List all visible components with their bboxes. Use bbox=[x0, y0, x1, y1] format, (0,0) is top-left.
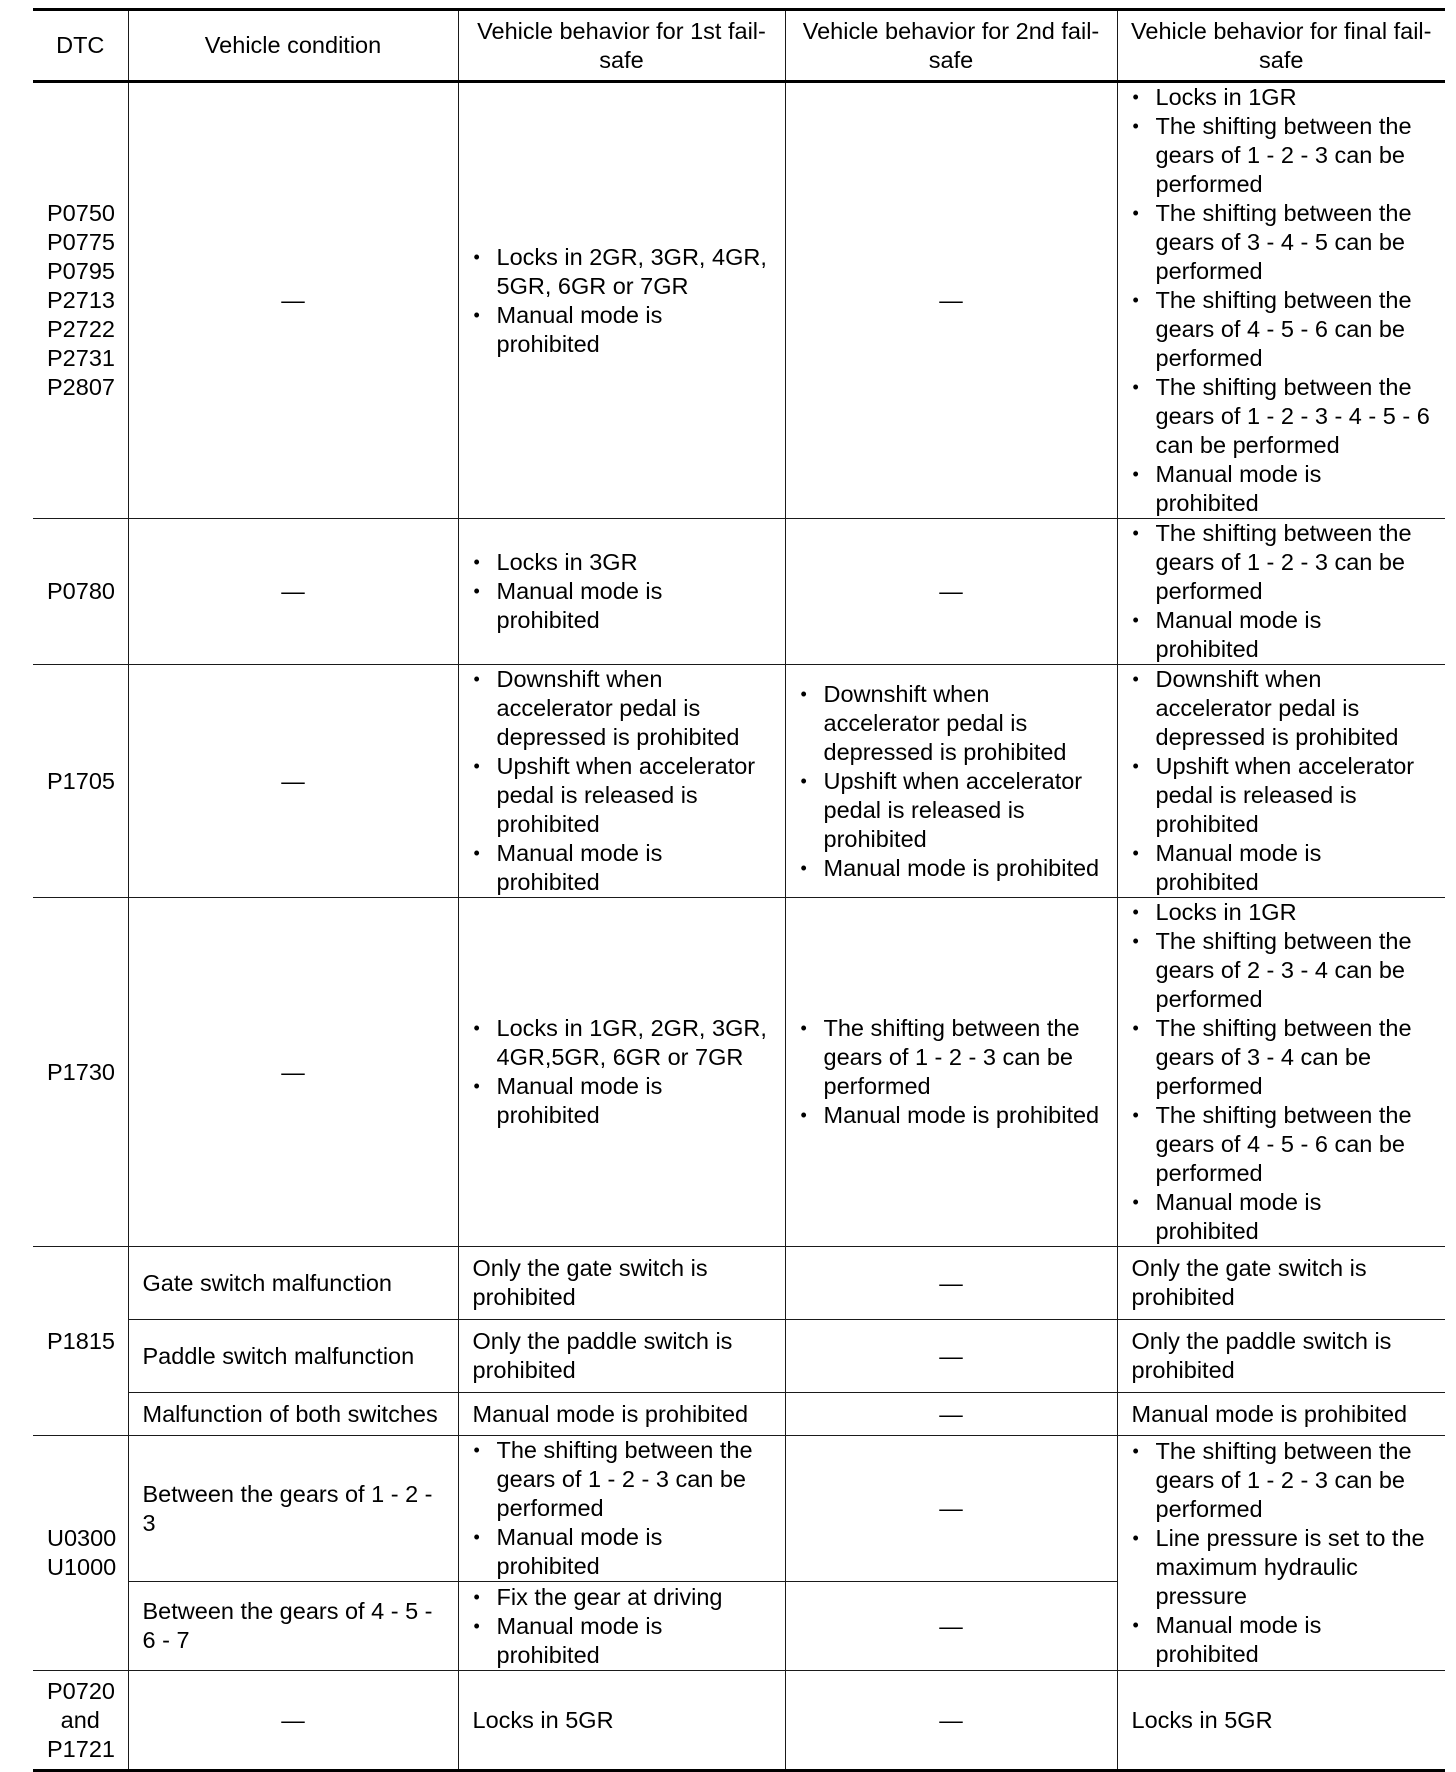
condition-cell: Between the gears of 4 - 5 - 6 - 7 bbox=[128, 1582, 458, 1671]
bullet-item: • Manual mode is prohibited bbox=[473, 839, 771, 897]
table-row bbox=[33, 1320, 1445, 1393]
final-fail-safe-cell: Manual mode is prohibited bbox=[1117, 1393, 1445, 1436]
second-fail-safe-cell: — bbox=[785, 1320, 1117, 1393]
bullet-item: • Upshift when accelerator pedal is released is prohibited bbox=[800, 767, 1103, 854]
dtc-code: P1721 bbox=[47, 1735, 115, 1762]
bullet-item: • Manual mode is prohibited bbox=[1132, 606, 1432, 664]
second-fail-safe-cell: — bbox=[785, 1436, 1117, 1582]
first-fail-safe-cell: Manual mode is prohibited bbox=[458, 1393, 785, 1436]
bullet-item: • Downshift when accelerator pedal is depressed is prohibited bbox=[1132, 665, 1432, 752]
bullet-item: • Manual mode is prohibited bbox=[473, 1612, 771, 1670]
dtc-cell bbox=[33, 1671, 128, 1771]
bullet-item: • The shifting between the gears of 1 - 2 - 3 can be performed bbox=[1132, 1437, 1432, 1524]
table-row bbox=[33, 1436, 1445, 1582]
dtc-cell bbox=[33, 1436, 128, 1671]
final-fail-safe-cell bbox=[1117, 665, 1445, 898]
final-fail-safe-cell bbox=[1117, 82, 1445, 519]
bullet-item: • Manual mode is prohibited bbox=[1132, 1611, 1432, 1669]
dtc-code: P1730 bbox=[47, 1058, 115, 1085]
condition-cell: — bbox=[128, 519, 458, 665]
header-2nd-fail-safe: Vehicle behavior for 2nd fail-safe bbox=[785, 10, 1117, 82]
bullet-item: • The shifting between the gears of 4 - 5 - 6 can be performed bbox=[1132, 286, 1432, 373]
second-fail-safe-cell: — bbox=[785, 1582, 1117, 1671]
bullet-item: • Locks in 3GR bbox=[473, 548, 771, 577]
final-fail-safe-cell bbox=[1117, 898, 1445, 1247]
table-header bbox=[33, 10, 1445, 82]
second-fail-safe-cell bbox=[785, 898, 1117, 1247]
dtc-cell bbox=[33, 665, 128, 898]
dtc-code: P0775 bbox=[47, 229, 115, 255]
dtc-code: P0720 bbox=[47, 1677, 115, 1704]
bullet-item: • The shifting between the gears of 3 - 4 can be performed bbox=[1132, 1014, 1432, 1101]
header-vehicle-condition: Vehicle condition bbox=[128, 10, 458, 82]
bullet-item: • The shifting between the gears of 1 - 2 - 3 can be performed bbox=[1132, 519, 1432, 606]
condition-cell: — bbox=[128, 898, 458, 1247]
table-row bbox=[33, 82, 1445, 519]
bullet-item: • The shifting between the gears of 4 - 5 - 6 can be performed bbox=[1132, 1101, 1432, 1188]
second-fail-safe-cell: — bbox=[785, 1671, 1117, 1771]
bullet-item: • Manual mode is prohibited bbox=[800, 1101, 1103, 1130]
condition-cell: Paddle switch malfunction bbox=[128, 1320, 458, 1393]
dtc-code: P1705 bbox=[47, 767, 115, 794]
condition-cell: Gate switch malfunction bbox=[128, 1247, 458, 1320]
dtc-code: P2731 bbox=[47, 345, 115, 371]
bullet-item: • Downshift when accelerator pedal is depressed is prohibited bbox=[800, 680, 1103, 767]
header-1st-fail-safe: Vehicle behavior for 1st fail-safe bbox=[458, 10, 785, 82]
bullet-item: • Downshift when accelerator pedal is depressed is prohibited bbox=[473, 665, 771, 752]
table-row bbox=[33, 898, 1445, 1247]
first-fail-safe-cell: Locks in 5GR bbox=[458, 1671, 785, 1771]
header-dtc: DTC bbox=[33, 10, 128, 82]
first-fail-safe-cell bbox=[458, 1582, 785, 1671]
condition-cell: Between the gears of 1 - 2 - 3 bbox=[128, 1436, 458, 1582]
second-fail-safe-cell: — bbox=[785, 82, 1117, 519]
bullet-item: • Locks in 1GR bbox=[1132, 83, 1432, 112]
bullet-item: • Upshift when accelerator pedal is released is prohibited bbox=[473, 752, 771, 839]
bullet-item: • Manual mode is prohibited bbox=[1132, 1188, 1432, 1246]
bullet-item: • Manual mode is prohibited bbox=[473, 577, 771, 635]
condition-cell: — bbox=[128, 1671, 458, 1771]
bullet-item: • Line pressure is set to the maximum hydraulic pressure bbox=[1132, 1524, 1432, 1611]
table-row bbox=[33, 1247, 1445, 1320]
bullet-item: • The shifting between the gears of 1 - 2 - 3 can be performed bbox=[800, 1014, 1103, 1101]
dtc-code: P2713 bbox=[47, 287, 115, 313]
failsafe-table bbox=[33, 8, 1445, 1772]
bullet-item: • Locks in 2GR, 3GR, 4GR, 5GR, 6GR or 7GR bbox=[473, 243, 771, 301]
table-row bbox=[33, 1671, 1445, 1771]
second-fail-safe-cell bbox=[785, 665, 1117, 898]
header-final-fail-safe: Vehicle behavior for final fail-safe bbox=[1117, 10, 1445, 82]
first-fail-safe-cell bbox=[458, 898, 785, 1247]
first-fail-safe-cell bbox=[458, 82, 785, 519]
first-fail-safe-cell: Only the gate switch is prohibited bbox=[458, 1247, 785, 1320]
bullet-item: • The shifting between the gears of 2 - 3 - 4 can be performed bbox=[1132, 927, 1432, 1014]
dtc-code: and bbox=[60, 1706, 100, 1733]
final-fail-safe-cell bbox=[1117, 519, 1445, 665]
header-row bbox=[33, 10, 1445, 82]
first-fail-safe-cell bbox=[458, 1436, 785, 1582]
bullet-item: • Manual mode is prohibited bbox=[1132, 839, 1432, 897]
bullet-item: • Fix the gear at driving bbox=[473, 1583, 771, 1612]
dtc-code: P0795 bbox=[47, 258, 115, 284]
table-row bbox=[33, 665, 1445, 898]
final-fail-safe-cell bbox=[1117, 1436, 1445, 1671]
dtc-code: P2722 bbox=[47, 316, 115, 342]
condition-cell: — bbox=[128, 665, 458, 898]
bullet-item: • Manual mode is prohibited bbox=[800, 854, 1103, 883]
dtc-cell bbox=[33, 82, 128, 519]
bullet-item: • The shifting between the gears of 3 - 4 - 5 can be performed bbox=[1132, 199, 1432, 286]
first-fail-safe-cell: Only the paddle switch is prohibited bbox=[458, 1320, 785, 1393]
bullet-item: • Manual mode is prohibited bbox=[473, 301, 771, 359]
condition-cell: Malfunction of both switches bbox=[128, 1393, 458, 1436]
second-fail-safe-cell: — bbox=[785, 519, 1117, 665]
bullet-item: • Manual mode is prohibited bbox=[473, 1523, 771, 1581]
condition-cell: — bbox=[128, 82, 458, 519]
second-fail-safe-cell: — bbox=[785, 1247, 1117, 1320]
bullet-item: • Manual mode is prohibited bbox=[473, 1072, 771, 1130]
final-fail-safe-cell: Only the paddle switch is prohibited bbox=[1117, 1320, 1445, 1393]
bullet-item: • The shifting between the gears of 1 - 2 - 3 can be performed bbox=[1132, 112, 1432, 199]
dtc-code: P1815 bbox=[47, 1327, 115, 1354]
dtc-code: P2807 bbox=[47, 374, 115, 400]
table-row bbox=[33, 1393, 1445, 1436]
bullet-item: • The shifting between the gears of 1 - 2 - 3 - 4 - 5 - 6 can be performed bbox=[1132, 373, 1432, 460]
bullet-item: • Locks in 1GR bbox=[1132, 898, 1432, 927]
dtc-cell bbox=[33, 1247, 128, 1436]
final-fail-safe-cell: Locks in 5GR bbox=[1117, 1671, 1445, 1771]
second-fail-safe-cell: — bbox=[785, 1393, 1117, 1436]
final-fail-safe-cell: Only the gate switch is prohibited bbox=[1117, 1247, 1445, 1320]
dtc-code: U1000 bbox=[47, 1554, 117, 1580]
dtc-cell bbox=[33, 898, 128, 1247]
first-fail-safe-cell bbox=[458, 665, 785, 898]
bullet-item: • Locks in 1GR, 2GR, 3GR, 4GR,5GR, 6GR or 7GR bbox=[473, 1014, 771, 1072]
dtc-cell bbox=[33, 519, 128, 665]
first-fail-safe-cell bbox=[458, 519, 785, 665]
dtc-code: U0300 bbox=[47, 1525, 117, 1551]
dtc-code: P0780 bbox=[47, 578, 115, 604]
bullet-item: • The shifting between the gears of 1 - 2 - 3 can be performed bbox=[473, 1436, 771, 1523]
bullet-item: • Upshift when accelerator pedal is released is prohibited bbox=[1132, 752, 1432, 839]
dtc-code: P0750 bbox=[47, 200, 115, 226]
table-row bbox=[33, 519, 1445, 665]
bullet-item: • Manual mode is prohibited bbox=[1132, 460, 1432, 518]
